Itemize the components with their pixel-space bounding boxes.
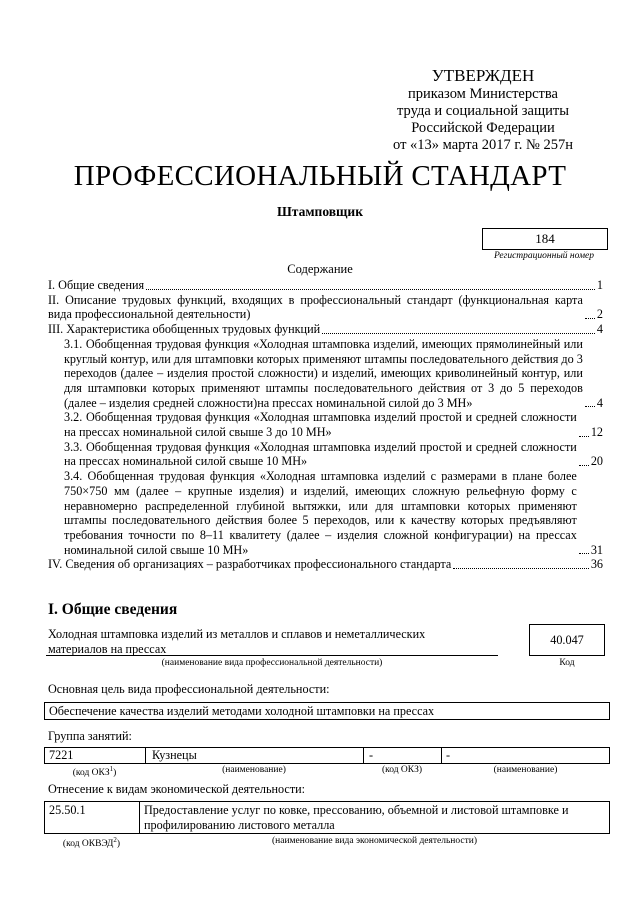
toc-title: Содержание bbox=[287, 262, 353, 276]
goal-label: Основная цель вида профессиональной деятельности: bbox=[48, 682, 330, 696]
toc-leader bbox=[146, 289, 595, 290]
econ-caption-code bbox=[44, 836, 139, 849]
toc-entry-text: 3.4. Обобщенная трудовая функция «Холодная штамповка изделий с размерами в плане более 750×750 мм (далее – крупные изделия) и изделий, имеющих сложную рельефную форму с неравномерно распределенной глубиной вытяжки, или для штамповки которых применяют штампы последовательного действия более 5 переходов, или к качеству которых предъявляют требования точности по 8–11 квалитету (далее – изделия сложной конфигурации) на прессах номинальной силой свыше 10 МН» bbox=[64, 469, 577, 557]
toc-entry-text: III. Характеристика обобщенных трудовых функций bbox=[48, 322, 321, 337]
activity-underline bbox=[46, 655, 498, 656]
toc-leader bbox=[453, 568, 589, 569]
econ-label: Отнесение к видам экономической деятельности: bbox=[48, 782, 306, 796]
registration-number-label: Регистрационный номер bbox=[493, 251, 595, 261]
toc-entry-text: 3.1. Обобщенная трудовая функция «Холодная штамповка изделий, имеющих прямолинейный или круглый контур, или для штамповки которых применяют штампы последовательного действия до 3 переходов (далее – изделия простой сложности) и изделий, имеющих криволинейный контур, или для штамповки которых применяют штампы последовательного действия от 3 до 5 переходов (далее – изделия средней сложности)на прессах номинальной силой до 3 МН» bbox=[64, 336, 583, 410]
toc-leader bbox=[322, 333, 595, 334]
approval-line-2: труда и социальной защиты bbox=[397, 103, 569, 119]
approval-title: УТВЕРЖДЕН bbox=[431, 66, 535, 85]
approval-line-3: Российской Федерации bbox=[411, 120, 555, 136]
econ-code: 25.50.1 bbox=[49, 803, 86, 817]
group-table bbox=[44, 747, 610, 764]
toc-leader bbox=[579, 465, 589, 466]
econ-caption-code-close: ) bbox=[116, 839, 121, 850]
group-name-2: - bbox=[446, 748, 451, 762]
toc-leader bbox=[585, 318, 595, 319]
econ-caption-code-text: (код ОКВЭД bbox=[62, 839, 114, 850]
toc-entry-text: II. Описание трудовых функций, входящих в профессиональный стандарт (функциональная карта вида профессиональной деятельности) bbox=[48, 292, 583, 322]
toc-entry-text: IV. Сведения об организациях – разработчиках профессионального стандарта bbox=[48, 557, 452, 572]
group-caption-code-1 bbox=[44, 765, 145, 778]
toc-entry[interactable] bbox=[48, 440, 603, 469]
toc-entry[interactable] bbox=[48, 322, 603, 337]
toc-leader bbox=[579, 436, 589, 437]
toc-entry[interactable] bbox=[48, 557, 603, 572]
econ-divider bbox=[139, 801, 140, 834]
group-divider bbox=[145, 747, 146, 764]
registration-number-box: 184 bbox=[482, 228, 608, 250]
activity-name: Холодная штамповка изделий из металлов и сплавов и неметаллических материалов на прессах bbox=[48, 627, 426, 656]
group-code-2: - bbox=[369, 748, 374, 762]
toc-entry-text: 3.3. Обобщенная трудовая функция «Холодная штамповка изделий простой и средней сложности на прессах номинальной силой свыше 10 МН» bbox=[64, 439, 577, 469]
activity-caption: (наименование вида профессиональной деятельности) bbox=[161, 658, 383, 668]
toc-entry-page: 4 bbox=[596, 322, 603, 337]
group-caption-name-2: (наименование) bbox=[493, 765, 558, 775]
activity-code-caption: Код bbox=[559, 658, 575, 668]
toc-entry-page: 36 bbox=[590, 557, 603, 572]
group-caption-code-1-text: (код ОКЗ bbox=[72, 768, 110, 779]
activity-code-box: 40.047 bbox=[529, 624, 605, 656]
table-of-contents bbox=[48, 278, 603, 572]
toc-entry[interactable] bbox=[48, 410, 603, 439]
toc-entry[interactable] bbox=[48, 337, 603, 411]
toc-entry-page: 31 bbox=[590, 542, 603, 557]
document-type-heading: ПРОФЕССИОНАЛЬНЫЙ СТАНДАРТ bbox=[73, 160, 567, 192]
goal-box: Обеспечение качества изделий методами холодной штамповки на прессах bbox=[44, 702, 610, 720]
toc-leader bbox=[585, 406, 595, 407]
toc-entry-page: 20 bbox=[590, 454, 603, 469]
footnote-mark-1: 1 bbox=[109, 765, 114, 773]
toc-entry[interactable] bbox=[48, 469, 603, 557]
toc-entry-page: 4 bbox=[596, 395, 603, 410]
toc-entry[interactable] bbox=[48, 278, 603, 293]
footnote-mark-2: 2 bbox=[113, 836, 117, 844]
group-code-1: 7221 bbox=[49, 748, 74, 762]
section-heading: I. Общие сведения bbox=[48, 601, 178, 618]
toc-entry-text: I. Общие сведения bbox=[48, 278, 145, 292]
group-name-1: Кузнецы bbox=[152, 748, 197, 762]
approval-line-4: от «13» марта 2017 г. № 257н bbox=[393, 137, 573, 153]
group-caption-code-2: (код ОКЗ) bbox=[381, 765, 423, 775]
profession-name: Штамповщик bbox=[276, 204, 363, 219]
approval-line-1: приказом Министерства bbox=[408, 86, 558, 102]
toc-entry-page: 12 bbox=[590, 425, 603, 440]
toc-entry[interactable] bbox=[48, 293, 603, 322]
group-label: Группа занятий: bbox=[48, 729, 132, 743]
group-caption-name-1: (наименование) bbox=[222, 765, 286, 775]
econ-name: Предоставление услуг по ковке, прессованию, объемной и листовой штамповке и профилированию листового металла bbox=[144, 803, 569, 832]
toc-leader bbox=[579, 553, 589, 554]
approval-block bbox=[378, 66, 588, 154]
toc-entry-page: 1 bbox=[596, 278, 603, 292]
toc-entry-page: 2 bbox=[596, 307, 603, 322]
group-divider bbox=[441, 747, 442, 764]
econ-caption-name: (наименование вида экономической деятельности) bbox=[272, 836, 477, 846]
group-caption-code-1-close: ) bbox=[113, 768, 117, 779]
group-divider bbox=[363, 747, 364, 764]
toc-entry-text: 3.2. Обобщенная трудовая функция «Холодная штамповка изделий простой и средней сложности на прессах номинальной силой свыше 3 до 10 МН» bbox=[64, 410, 577, 440]
